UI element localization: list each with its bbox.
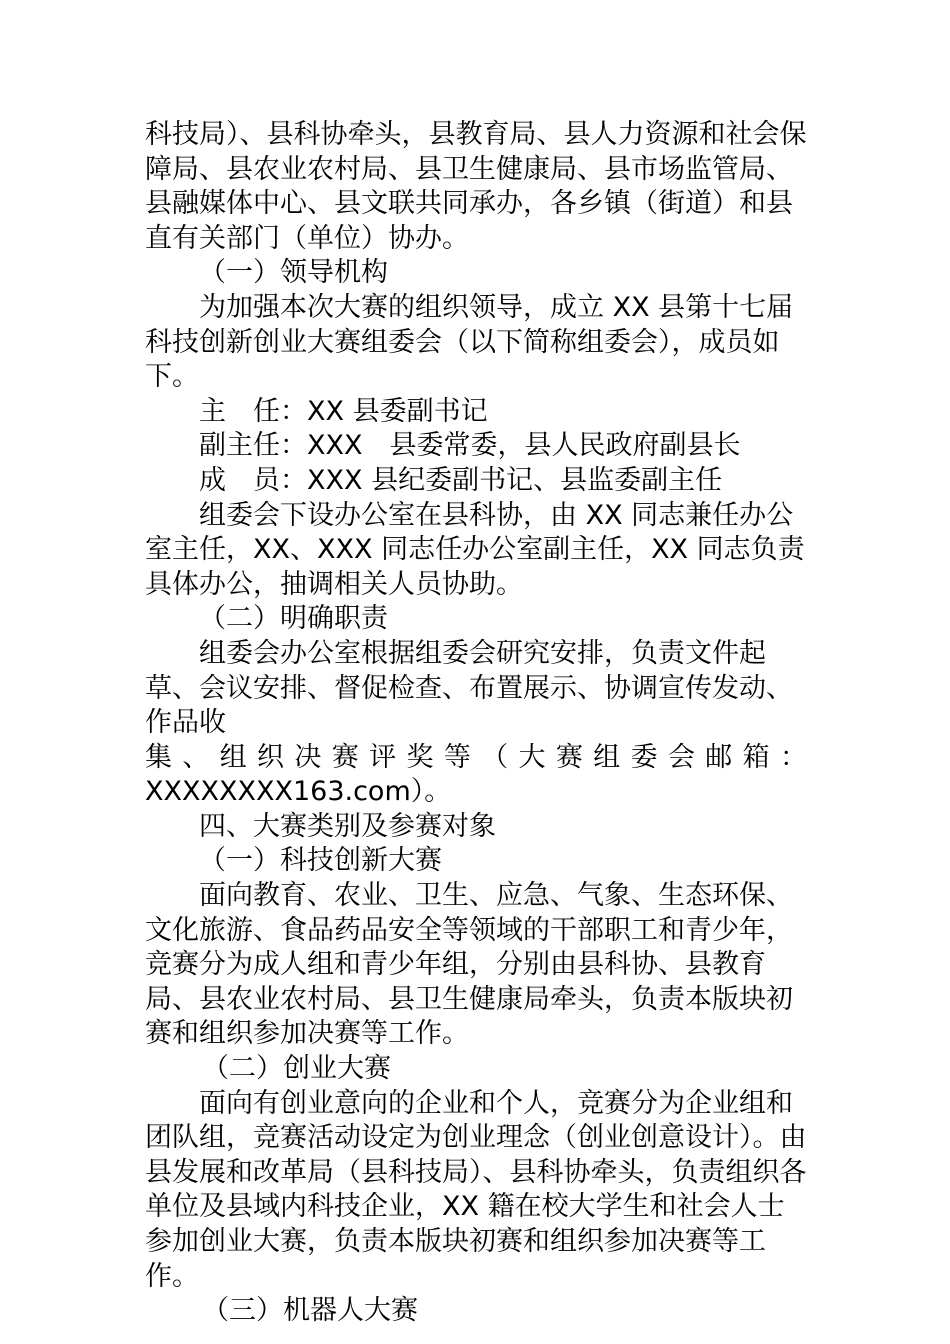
leadership-paragraph: 为加强本次大赛的组织领导，成立 XX 县第十七届科技创新创业大赛组委会（以下简称组委会），成员如下。 <box>145 291 794 393</box>
member-members: 成 员：XXX 县纪委副书记、县监委副主任 <box>199 464 723 496</box>
duties-line-3: XXXXXXXX163.com）。 <box>145 776 452 808</box>
heading-robot-competition: （三）机器人大赛 <box>202 1295 418 1327</box>
heading-startup-competition: （二）创业大赛 <box>202 1053 391 1085</box>
heading-duties: （二）明确职责 <box>199 603 388 635</box>
duties-line-1: 组委会办公室根据组委会研究安排，负责文件起草、会议安排、督促检查、布置展示、协调宣传发动、作品收 <box>145 637 793 739</box>
member-director: 主 任：XX 县委副书记 <box>199 395 488 427</box>
intro-paragraph: 科技局）、县科协牵头，县教育局、县人力资源和社会保障局、县农业农村局、县卫生健康局、县市场监管局、县融媒体中心、县文联共同承办，各乡镇（街道）和县直有关部门（单位）协办。 <box>145 119 807 254</box>
duties-line-2: 集、组织决赛评奖等（大赛组委会邮箱： <box>145 741 807 773</box>
duties-paragraph <box>145 637 807 810</box>
heading-leadership: （一）领导机构 <box>199 257 388 289</box>
heading-section-4: 四、大赛类别及参赛对象 <box>199 810 496 842</box>
document-body <box>145 118 807 1329</box>
startup-paragraph: 面向有创业意向的企业和个人，竞赛分为企业组和团队组，竞赛活动设定为创业理念（创业创意设计）。由县发展和改革局（县科技局）、县科协牵头，负责组织各单位及县域内科技企业，XX 籍在校大学生和社会人士参加创业大赛，负责本版块初赛和组织参加决赛等工作。 <box>145 1087 807 1292</box>
member-deputy: 副主任：XXX 县委常委，县人民政府副县长 <box>199 430 741 462</box>
sci-paragraph: 面向教育、农业、卫生、应急、气象、生态环保、文化旅游、食品药品安全等领域的干部职工和青少年，竞赛分为成人组和青少年组，分别由县科协、县教育局、县农业农村局、县卫生健康局牵头，负责本版块初赛和组织参加决赛等工作。 <box>145 880 793 1050</box>
office-paragraph: 组委会下设办公室在县科协，由 XX 同志兼任办公室主任，XX、XXX 同志任办公室副主任，XX 同志负责具体办公，抽调相关人员协助。 <box>145 499 805 600</box>
heading-sci-competition: （一）科技创新大赛 <box>199 845 442 877</box>
